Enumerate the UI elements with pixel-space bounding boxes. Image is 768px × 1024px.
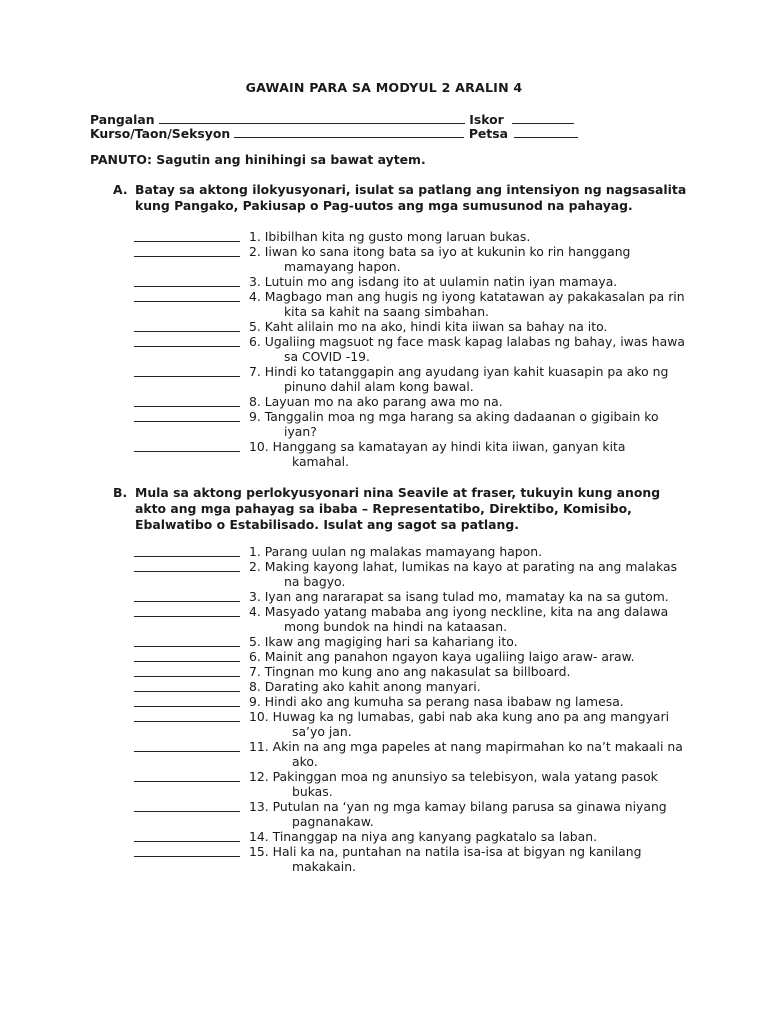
answer-blank[interactable] (134, 409, 240, 422)
question-text: 9. Hindi ako ang kumuha sa perang nasa ibabaw ng lamesa. (249, 694, 624, 709)
section-a-letter: A. (113, 182, 128, 197)
answer-blank[interactable] (134, 394, 240, 407)
question-item (134, 544, 694, 559)
question-item (134, 649, 694, 664)
section-b-instruction: Mula sa aktong perlokyusyonari nina Seavile at fraser, tukuyin kung anong akto ang mga pahayag sa ibaba – Representatibo, Direktibo, Komisibo, Ebalwatibo o Estabilisado. Isulat ang sagot sa patlang. (135, 485, 661, 532)
question-item (134, 394, 694, 409)
question-text-continuation: na bagyo. (284, 574, 346, 589)
question-item (134, 334, 694, 364)
question-text: 7. Hindi ko tatanggapin ang ayudang iyan kahit kuasapin pa ako ng (249, 364, 669, 379)
answer-blank[interactable] (134, 829, 240, 842)
answer-blank[interactable] (134, 589, 240, 602)
answer-blank[interactable] (134, 229, 240, 242)
question-item (134, 694, 694, 709)
score-label: Iskor (469, 112, 504, 127)
question-item (134, 244, 694, 274)
question-text: 7. Tingnan mo kung ano ang nakasulat sa billboard. (249, 664, 571, 679)
score-blank[interactable] (512, 112, 574, 124)
section-a-items (134, 229, 694, 469)
question-text: 8. Layuan mo na ako parang awa mo na. (249, 394, 503, 409)
date-label: Petsa (468, 126, 508, 141)
answer-blank[interactable] (134, 334, 240, 347)
directions: PANUTO: Sagutin ang hinihingi sa bawat aytem. (90, 152, 426, 167)
question-text-continuation: kita sa kahit na saang simbahan. (284, 304, 489, 319)
section-a-heading (113, 182, 693, 214)
name-label: Pangalan (90, 112, 155, 127)
answer-blank[interactable] (134, 544, 240, 557)
question-text: 5. Kaht alilain mo na ako, hindi kita iiwan sa bahay na ito. (249, 319, 608, 334)
question-text: 3. Iyan ang nararapat sa isang tulad mo, mamatay ka na sa gutom. (249, 589, 669, 604)
question-text: 6. Ugaliing magsuot ng face mask kapag lalabas ng bahay, iwas hawa (249, 334, 685, 349)
question-item (134, 739, 694, 769)
question-text: 8. Darating ako kahit anong manyari. (249, 679, 481, 694)
course-label: Kurso/Taon/Seksyon (90, 126, 231, 141)
question-text: 10. Huwag ka ng lumabas, gabi nab aka kung ano pa ang mangyari (249, 709, 670, 724)
question-item (134, 634, 694, 649)
question-item (134, 844, 694, 874)
answer-blank[interactable] (134, 244, 240, 257)
answer-blank[interactable] (134, 439, 240, 452)
question-text: 15. Hali ka na, puntahan na natila isa-isa at bigyan ng kanilang (249, 844, 642, 859)
course-date-row (90, 126, 578, 141)
question-item (134, 319, 694, 334)
question-text-continuation: sa’yo jan. (292, 724, 352, 739)
question-item (134, 664, 694, 679)
answer-blank[interactable] (134, 289, 240, 302)
answer-blank[interactable] (134, 364, 240, 377)
question-text-continuation: pinuno dahil alam kong bawal. (284, 379, 474, 394)
question-text-continuation: iyan? (284, 424, 317, 439)
question-item (134, 604, 694, 634)
answer-blank[interactable] (134, 559, 240, 572)
question-item (134, 559, 694, 589)
question-item (134, 289, 694, 319)
question-item (134, 829, 694, 844)
question-item (134, 769, 694, 799)
answer-blank[interactable] (134, 709, 240, 722)
answer-blank[interactable] (134, 844, 240, 857)
answer-blank[interactable] (134, 739, 240, 752)
question-text-continuation: kamahal. (292, 454, 350, 469)
name-score-row (90, 112, 574, 127)
question-text: 11. Akin na ang mga papeles at nang mapirmahan ko na’t makaali na (249, 739, 683, 754)
question-text: 1. Parang uulan ng malakas mamayang hapon. (249, 544, 543, 559)
question-text: 6. Mainit ang panahon ngayon kaya ugaliing laigo araw- araw. (249, 649, 635, 664)
question-text: 4. Masyado yatang mababa ang iyong neckline, kita na ang dalawa (249, 604, 669, 619)
question-text-continuation: mong bundok na hindi na kataasan. (284, 619, 508, 634)
question-item (134, 274, 694, 289)
question-item (134, 409, 694, 439)
answer-blank[interactable] (134, 649, 240, 662)
question-text: 9. Tanggalin moa ng mga harang sa aking dadaanan o gigibain ko (249, 409, 659, 424)
question-text: 5. Ikaw ang magiging hari sa kahariang ito. (249, 634, 518, 649)
question-text: 12. Pakinggan moa ng anunsiyo sa telebisyon, wala yatang pasok (249, 769, 658, 784)
page-title: GAWAIN PARA SA MODYUL 2 ARALIN 4 (245, 80, 523, 95)
section-b-items (134, 544, 694, 874)
question-item (134, 229, 694, 244)
question-text: 4. Magbago man ang hugis ng iyong katatawan ay pakakasalan pa rin (249, 289, 685, 304)
question-text-continuation: ako. (292, 754, 318, 769)
question-text: 2. Making kayong lahat, lumikas na kayo at parating na ang malakas (249, 559, 678, 574)
question-item (134, 439, 694, 469)
question-text-continuation: makakain. (292, 859, 356, 874)
section-b-heading (113, 485, 693, 533)
answer-blank[interactable] (134, 604, 240, 617)
answer-blank[interactable] (134, 274, 240, 287)
question-text: 13. Putulan na ‘yan ng mga kamay bilang parusa sa ginawa niyang (249, 799, 667, 814)
section-a-instruction: Batay sa aktong ilokyusyonari, isulat sa patlang ang intensiyon ng nagsasalita kung Pangako, Pakiusap o Pag-uutos ang mga sumusunod na pahayag. (135, 182, 687, 213)
question-item (134, 679, 694, 694)
answer-blank[interactable] (134, 634, 240, 647)
answer-blank[interactable] (134, 679, 240, 692)
answer-blank[interactable] (134, 319, 240, 332)
answer-blank[interactable] (134, 799, 240, 812)
question-text: 10. Hanggang sa kamatayan ay hindi kita iiwan, ganyan kita (249, 439, 626, 454)
answer-blank[interactable] (134, 769, 240, 782)
name-blank[interactable] (159, 112, 465, 124)
question-text: 14. Tinanggap na niya ang kanyang pagkatalo sa laban. (249, 829, 598, 844)
question-text: 2. Iiwan ko sana itong bata sa iyo at kukunin ko rin hanggang (249, 244, 631, 259)
answer-blank[interactable] (134, 694, 240, 707)
question-item (134, 589, 694, 604)
question-text-continuation: pagnanakaw. (292, 814, 374, 829)
answer-blank[interactable] (134, 664, 240, 677)
question-text: 3. Lutuin mo ang isdang ito at uulamin natin iyan mamaya. (249, 274, 618, 289)
question-text-continuation: sa COVID -19. (284, 349, 370, 364)
date-blank[interactable] (514, 126, 578, 138)
question-text-continuation: bukas. (292, 784, 333, 799)
question-item (134, 709, 694, 739)
question-item (134, 799, 694, 829)
section-b-letter: B. (113, 485, 128, 500)
question-text: 1. Ibibilhan kita ng gusto mong laruan bukas. (249, 229, 531, 244)
course-blank[interactable] (234, 126, 464, 138)
question-item (134, 364, 694, 394)
question-text-continuation: mamayang hapon. (284, 259, 401, 274)
